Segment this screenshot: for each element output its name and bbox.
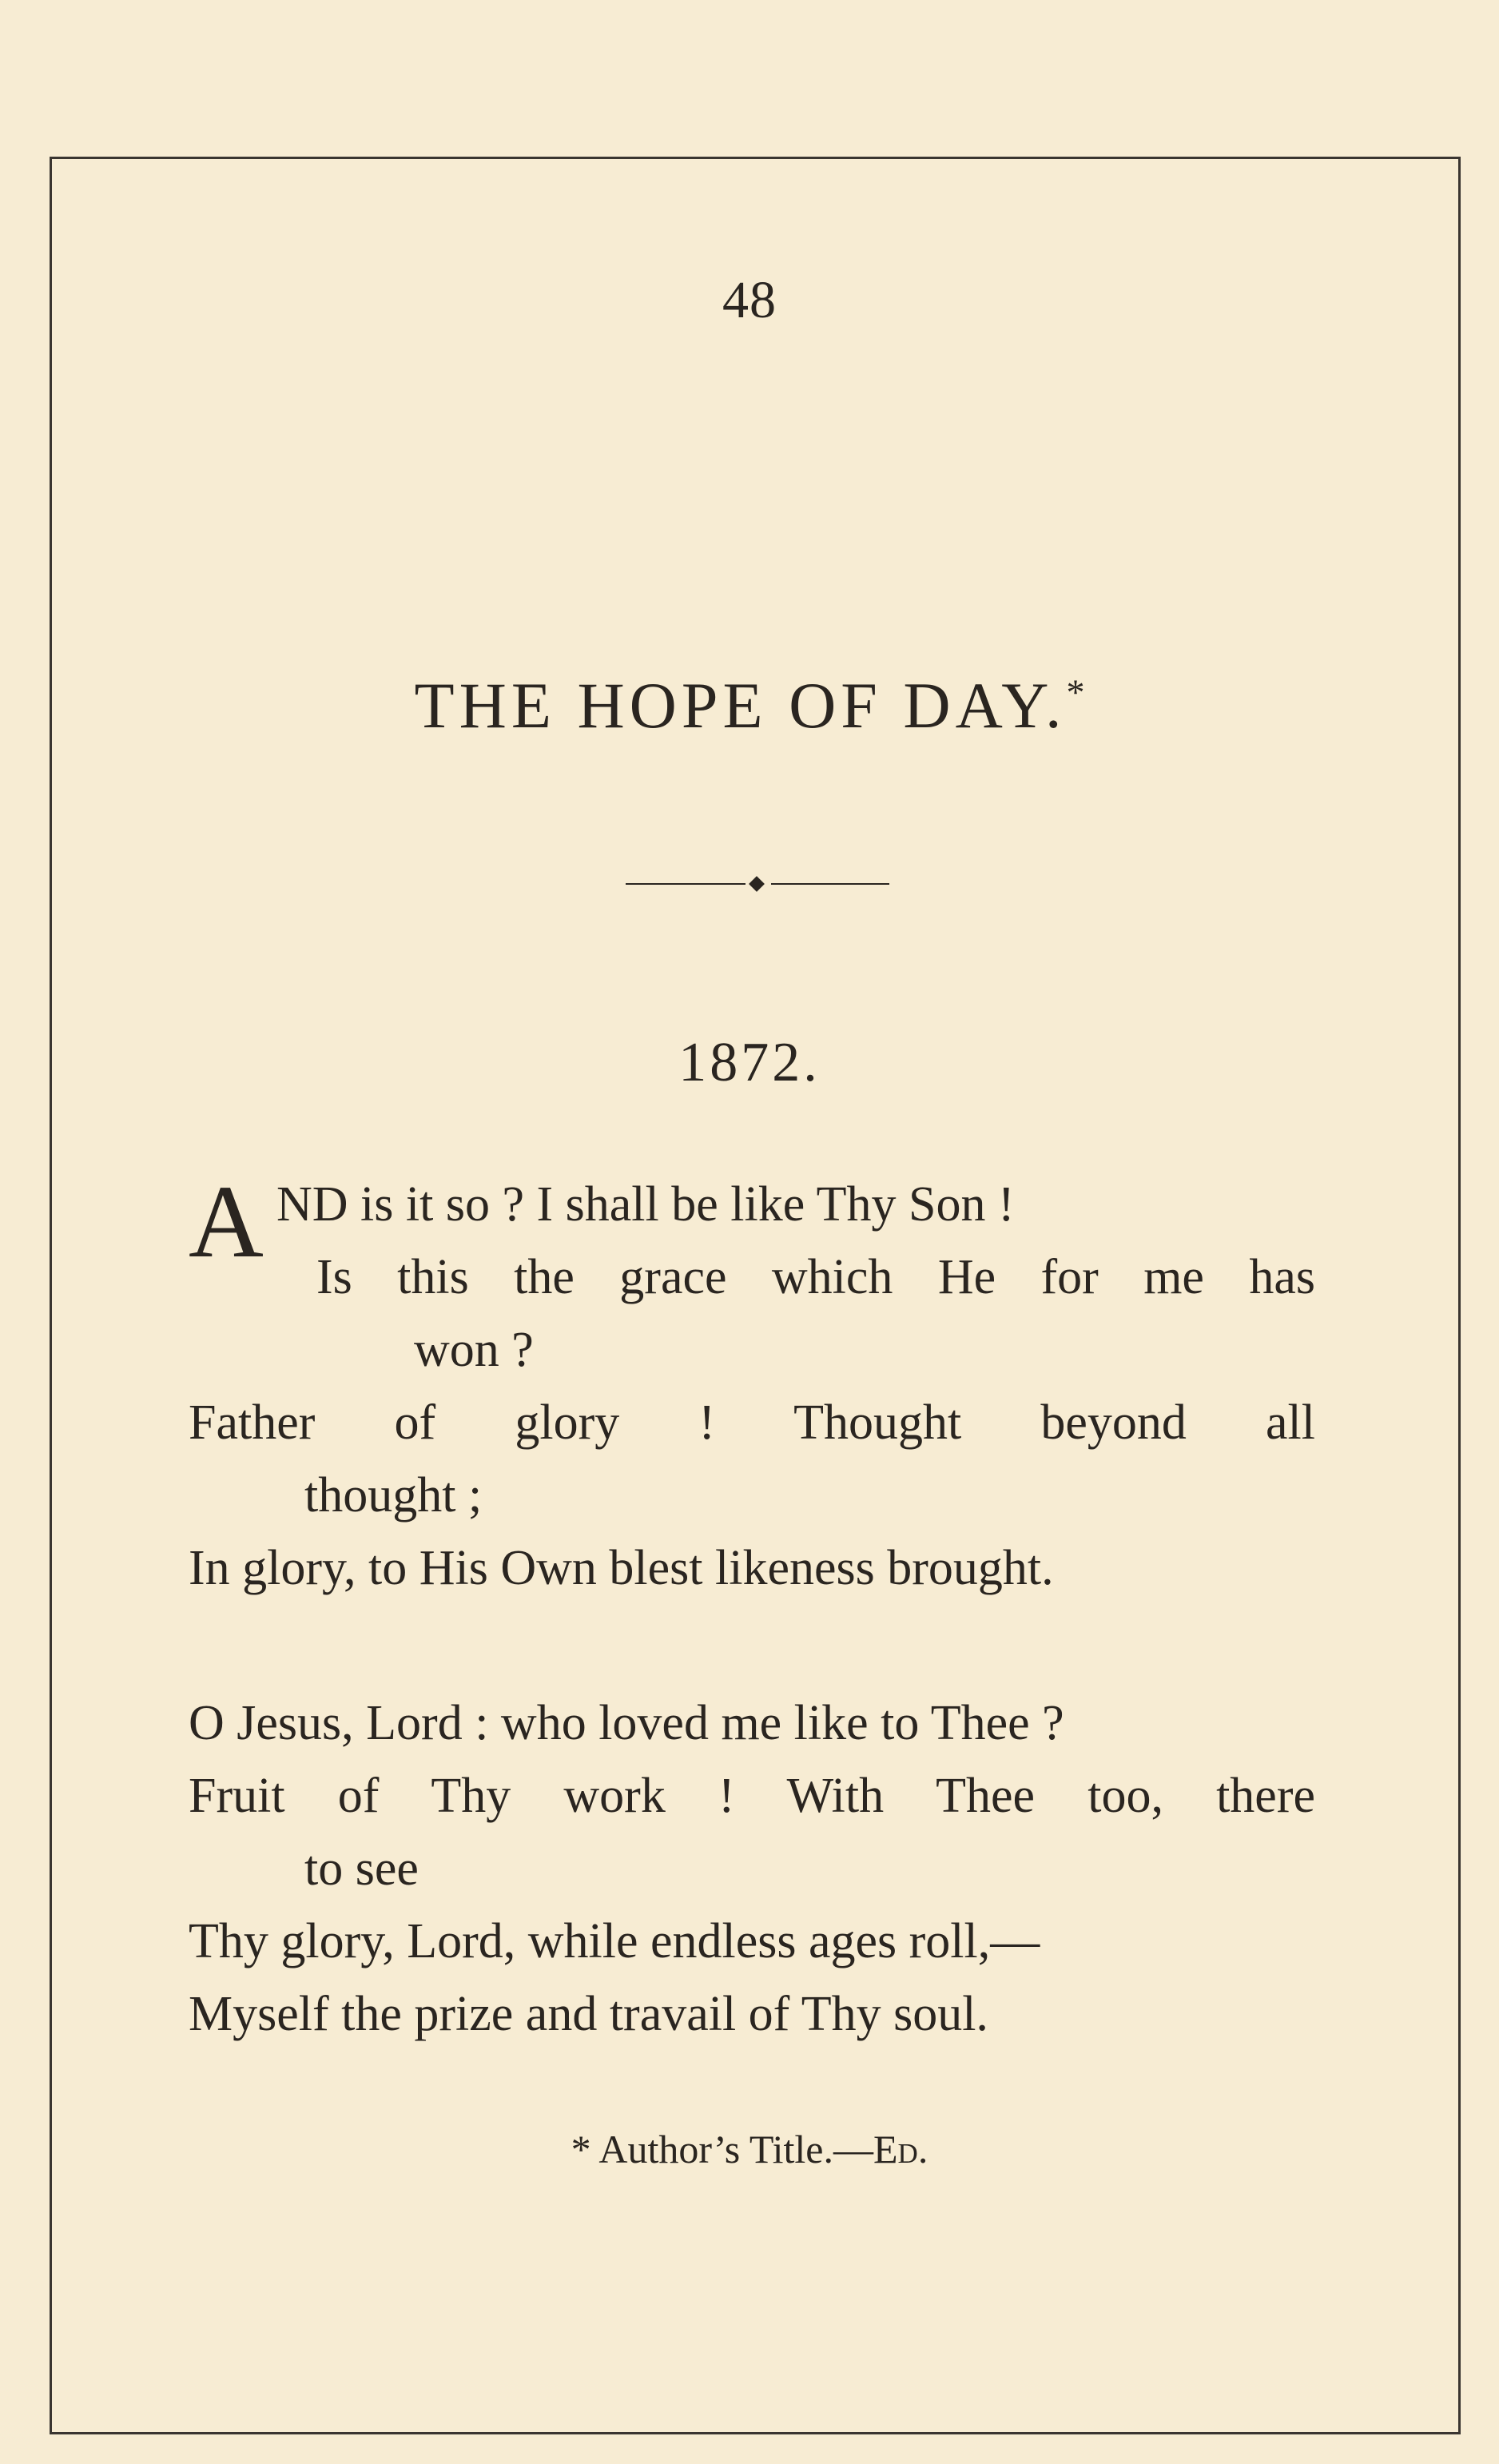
footnote-editor: Ed.	[873, 2127, 928, 2171]
poem-line-continuation: to see	[304, 1841, 419, 1896]
poem-line: Fruit of Thy work ! With Thee too, there	[189, 1769, 1315, 1823]
poem-line: Is this the grace which He for me has	[316, 1250, 1315, 1304]
ornament-line-right	[771, 883, 889, 885]
stanza-1	[189, 1164, 1315, 1605]
poem-line-continuation: thought ;	[304, 1468, 483, 1523]
poem-year: 1872.	[678, 1032, 821, 1093]
poem-line-text: won ?	[414, 1323, 534, 1377]
poem-line: Thy glory, Lord, while endless ages roll,—	[189, 1914, 1040, 1968]
footnote	[0, 2126, 1499, 2172]
poem-title	[0, 668, 1499, 743]
poem-title-text: THE HOPE OF DAY.	[414, 669, 1067, 742]
poem-line-continuation	[189, 1314, 1315, 1387]
ornament-line-left	[626, 883, 746, 885]
poem-line: In glory, to His Own blest likeness brought.	[189, 1541, 1054, 1595]
stanza-2	[189, 1687, 1315, 2051]
poem-line-text: ND is it so ? I shall be like Thy Son !	[276, 1177, 1015, 1232]
footnote-text: * Author’s Title.—	[571, 2127, 874, 2171]
poem-line: Myself the prize and travail of Thy soul.	[189, 1987, 988, 2041]
poem-line: Father of glory ! Thought beyond all	[189, 1395, 1315, 1450]
page-number: 48	[722, 271, 777, 329]
title-footnote-mark: *	[1066, 671, 1085, 713]
poem-line: O Jesus, Lord : who loved me like to Thee ?	[189, 1696, 1064, 1750]
ornament-divider	[626, 878, 889, 890]
ornament-diamond-icon	[749, 876, 765, 892]
drop-cap: A	[189, 1164, 264, 1280]
